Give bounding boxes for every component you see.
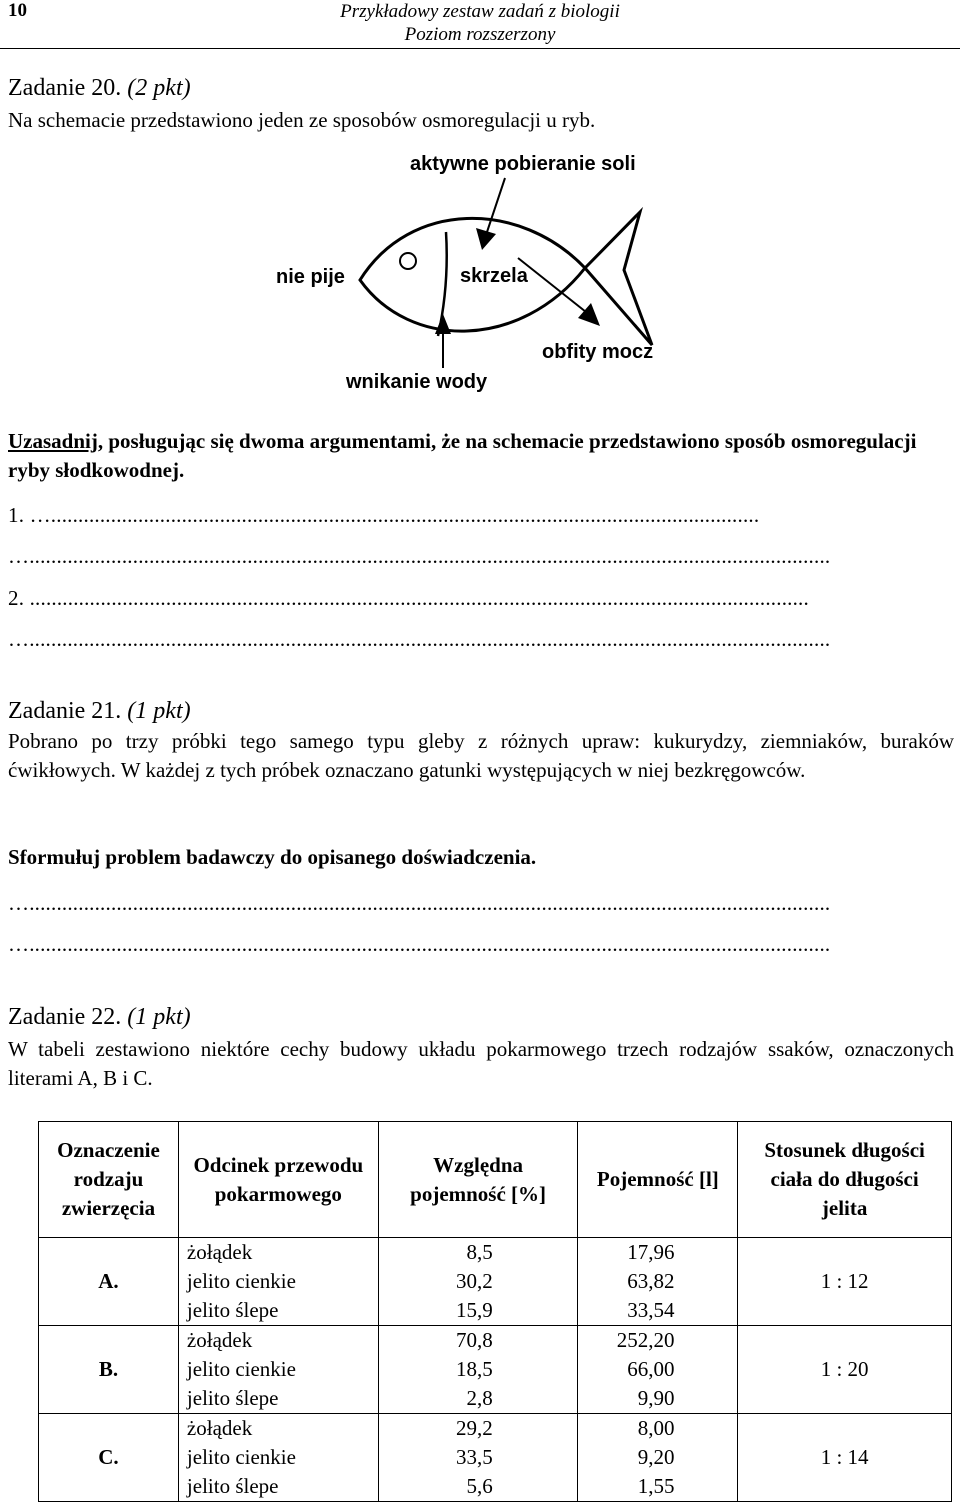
capacity-cell <box>578 1326 738 1414</box>
task21-points: (1 pkt) <box>127 698 191 724</box>
task21-title: Zadanie 21. <box>8 698 122 724</box>
relative-capacity-value: 5,6 <box>466 1474 493 1498</box>
relative-capacity-value: 8,5 <box>466 1240 493 1264</box>
capacity-value: 252,20 <box>616 1328 675 1352</box>
relative-capacity-cell <box>378 1238 578 1326</box>
capacity-cell <box>578 1238 738 1326</box>
task21-answer-line-2[interactable]: …................................................................................................................................................... <box>8 932 831 956</box>
page-number: 10 <box>8 0 27 21</box>
task21-answer-line-1[interactable]: …................................................................................................................................................... <box>8 891 831 915</box>
relative-capacity-value: 18,5 <box>455 1357 493 1381</box>
water-inflow-arrow <box>435 314 451 334</box>
header-segment: Odcinek przewodu pokarmowego <box>178 1122 378 1238</box>
table-row <box>39 1326 952 1414</box>
segment-name: jelito ślepe <box>186 1386 279 1410</box>
table-row <box>39 1238 952 1326</box>
relative-capacity-value: 29,2 <box>455 1416 493 1440</box>
capacity-value: 9,20 <box>637 1445 675 1469</box>
urine-arrow <box>578 303 600 326</box>
relative-capacity-value: 30,2 <box>455 1269 493 1293</box>
label-active-salt-uptake: aktywne pobieranie soli <box>410 153 636 175</box>
segment-cell <box>178 1238 378 1326</box>
task20-answer-line-1[interactable]: 1. ….................................................................................................................................. <box>8 503 760 527</box>
length-ratio-value: 1 : 14 <box>738 1414 952 1502</box>
capacity-value: 63,82 <box>627 1269 675 1293</box>
task20-title: Zadanie 20. <box>8 75 122 101</box>
task22-intro: W tabeli zestawiono niektóre cechy budowy układu pokarmowego trzech rodzajów ssaków, oznaczonych literami A, B i C. <box>8 1037 954 1090</box>
segment-name: jelito ślepe <box>186 1474 279 1498</box>
segment-name: żołądek <box>186 1328 253 1352</box>
relative-capacity-value: 15,9 <box>455 1298 493 1322</box>
header-relative-capacity: Względna pojemność [%] <box>378 1122 578 1238</box>
label-copious-urine: obfity mocz <box>542 341 654 363</box>
page-header-title <box>0 0 960 46</box>
capacity-value: 1,55 <box>637 1474 675 1498</box>
segment-name: żołądek <box>186 1416 253 1440</box>
header-divider <box>0 48 960 49</box>
capacity-cell <box>578 1414 738 1502</box>
header-title-line1: Przykładowy zestaw zadań z biologii <box>340 1 620 22</box>
task22-title: Zadanie 22. <box>8 1004 122 1030</box>
task20-instruction-verb: Uzasadnij <box>8 429 98 453</box>
task22-points: (1 pkt) <box>127 1004 191 1030</box>
capacity-value: 17,96 <box>627 1240 675 1264</box>
length-ratio-value: 1 : 20 <box>738 1326 952 1414</box>
fish-eye <box>400 253 416 269</box>
task21-intro: Pobrano po trzy próbki tego samego typu gleby z różnych upraw: kukurydzy, ziemniaków, buraków ćwikłowych. W każdej z tych próbek oznaczano gatunki występujących w niej bezkręgowców. <box>8 729 954 782</box>
label-water-inflow: wnikanie wody <box>346 371 488 393</box>
relative-capacity-value: 33,5 <box>455 1445 493 1469</box>
segment-name: jelito cienkie <box>186 1357 296 1381</box>
relative-capacity-cell <box>378 1326 578 1414</box>
table-header-row <box>39 1122 952 1238</box>
capacity-value: 66,00 <box>627 1357 675 1381</box>
animal-label: C. <box>39 1414 179 1502</box>
segment-cell <box>178 1414 378 1502</box>
relative-capacity-value: 2,8 <box>466 1386 493 1410</box>
segment-cell <box>178 1326 378 1414</box>
task22-heading <box>8 1003 191 1031</box>
capacity-value: 33,54 <box>627 1298 675 1322</box>
table-row <box>39 1414 952 1502</box>
animal-label: B. <box>39 1326 179 1414</box>
label-does-not-drink: nie pije <box>276 266 345 288</box>
capacity-value: 8,00 <box>637 1416 675 1440</box>
segment-name: żołądek <box>186 1240 253 1264</box>
task20-answer-line-4[interactable]: …................................................................................................................................................... <box>8 627 831 651</box>
task20-answer-line-2[interactable]: …................................................................................................................................................... <box>8 544 831 568</box>
segment-name: jelito cienkie <box>186 1445 296 1469</box>
task20-points: (2 pkt) <box>127 75 191 101</box>
task20-heading <box>8 74 191 102</box>
label-gills: skrzela <box>460 265 528 287</box>
header-capacity: Pojemność [l] <box>578 1122 738 1238</box>
task21-instruction: Sformułuj problem badawczy do opisanego doświadczenia. <box>8 845 537 869</box>
header-title-line2: Poziom rozszerzony <box>404 24 556 45</box>
task20-intro: Na schemacie przedstawiono jeden ze sposobów osmoregulacji u ryb. <box>8 108 596 132</box>
task20-instruction <box>8 427 954 485</box>
relative-capacity-value: 70,8 <box>455 1328 493 1352</box>
fish-tail <box>585 212 652 345</box>
length-ratio-value: 1 : 12 <box>738 1238 952 1326</box>
capacity-value: 9,90 <box>637 1386 675 1410</box>
task21-heading <box>8 697 191 725</box>
relative-capacity-cell <box>378 1414 578 1502</box>
salt-uptake-arrow <box>476 228 496 250</box>
fish-osmoregulation-diagram <box>260 140 690 400</box>
segment-name: jelito cienkie <box>186 1269 296 1293</box>
animal-label: A. <box>39 1238 179 1326</box>
task20-instruction-rest: , posługując się dwoma argumentami, że na schemacie przedstawiono sposób osmoregulacji ryby słodkowodnej. <box>8 429 917 482</box>
header-animal-label: Oznaczenie rodzaju zwierzęcia <box>39 1122 179 1238</box>
segment-name: jelito ślepe <box>186 1298 279 1322</box>
digestive-system-table <box>38 1121 952 1502</box>
header-length-ratio: Stosunek długości ciała do długości jelita <box>738 1122 952 1238</box>
task20-answer-line-3[interactable]: 2. ............................................................................................................................................... <box>8 586 809 610</box>
